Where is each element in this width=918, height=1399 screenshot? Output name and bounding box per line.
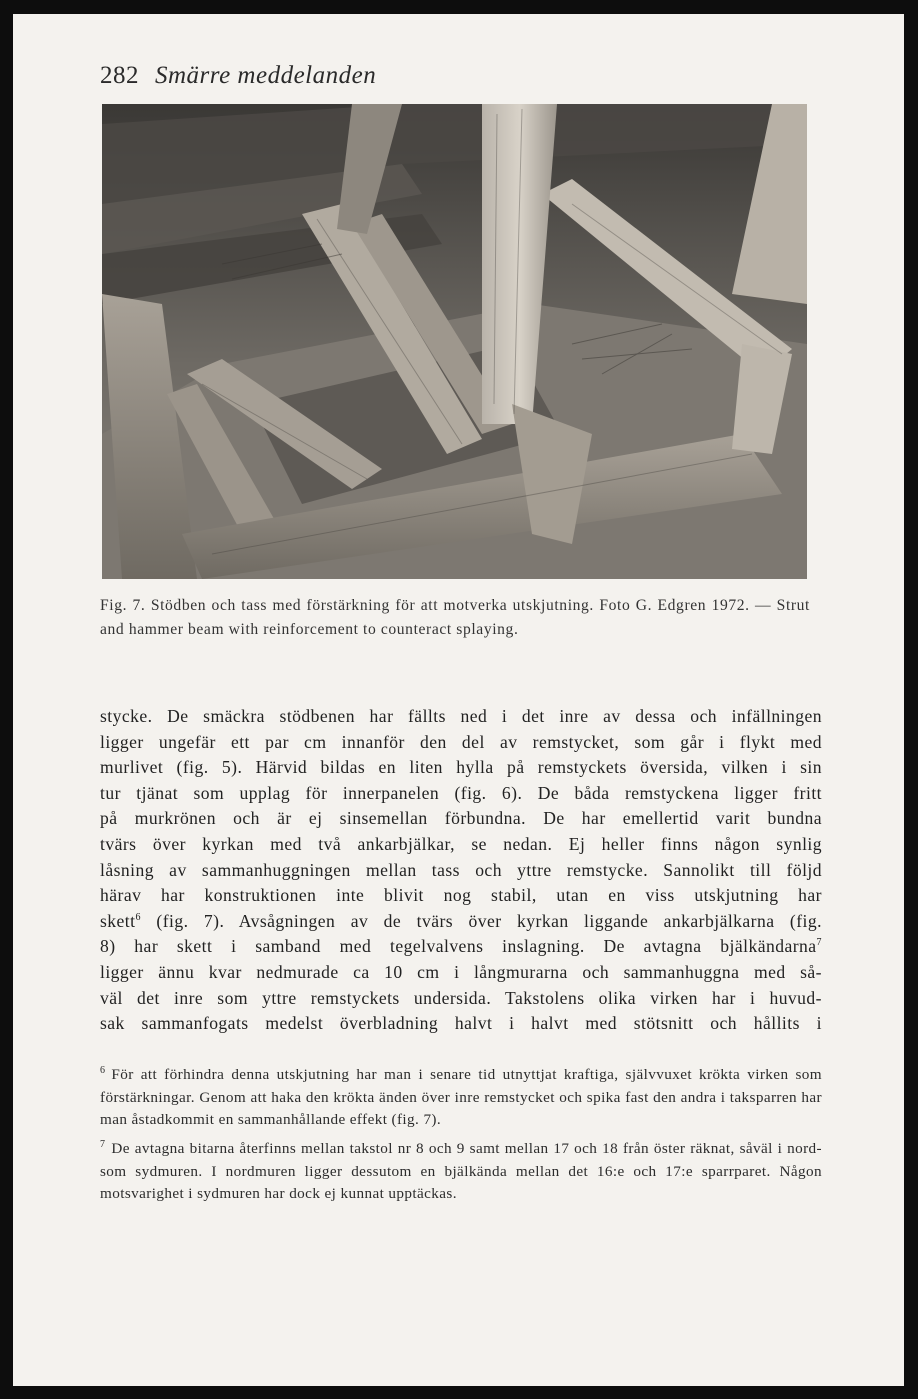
book-page <box>13 14 904 1386</box>
footnote-7 <box>100 1134 822 1206</box>
attic-timber-photo <box>102 104 807 579</box>
body-paragraph <box>100 704 822 1037</box>
text-line: tvärs över kyrkan med två ankarbjälkar, se nedan. Ej heller finns någon synlig <box>100 833 822 854</box>
text-line-with-footnote-ref <box>100 909 822 935</box>
footnotes <box>100 1060 822 1208</box>
text-fragment: skett <box>100 910 136 931</box>
text-line: låsning av sammanhuggningen mellan tass och yttre remstycke. Sannolikt till följd <box>100 859 822 880</box>
running-head <box>100 62 376 90</box>
page-number: 282 <box>100 62 139 89</box>
text-line: ligger ungefär ett par cm innanför den del av remstycket, som går i flykt med <box>100 731 822 752</box>
section-title: Smärre meddelanden <box>155 62 377 89</box>
footnote-ref: 6 <box>135 911 141 923</box>
footnote-6 <box>100 1060 822 1132</box>
footnote-text: För att förhindra denna utskjutning har man i senare tid utnyttjat kraftiga, självvuxet krökta virken som förstärkningar. Genom att haka den krökta änden över inre remstycket och spika fast den andra i taksparren har man åstadkommit en sammanhållande effekt (fig. 7). <box>100 1066 822 1129</box>
footnote-mark: 7 <box>100 1138 106 1150</box>
text-line: sak sammanfogats medelst överbladning halvt i halvt med stötsnitt och hållits i <box>100 1013 822 1034</box>
text-line: stycke. De smäckra stödbenen har fällts ned i det inre av dessa och infällningen <box>100 706 822 726</box>
text-line: tur tjänat som upplag för innerpanelen (fig. 6). De båda remstyckena ligger fritt <box>100 782 822 803</box>
text-line: härav har konstruktionen inte blivit nog stabil, utan en viss utskjutning har <box>100 885 822 906</box>
text-line: ligger ännu kvar nedmurade ca 10 cm i långmurarna och sammanhuggna med så- <box>100 961 822 982</box>
figure-photo <box>102 104 807 579</box>
text-line: på murkrönen och är ej sinsemellan förbundna. De har emellertid varit bundna <box>100 808 822 829</box>
text-line: murlivet (fig. 5). Härvid bildas en liten hylla på remstyckets översida, vilken i sin <box>100 757 822 778</box>
footnote-mark: 6 <box>100 1065 106 1076</box>
text-line-with-footnote-ref <box>100 934 822 960</box>
footnote-ref: 7 <box>816 937 822 949</box>
footnote-text: De avtagna bitarna återfinns mellan takstol nr 8 och 9 samt mellan 17 och 18 från öster räknat, såväl i nord- som sydmuren. I nordmuren ligger dessutom en bjälkända mellan det 16:e och 17:e sparrparet. Någon motsvarighet i sydmuren har dock ej kunnat upptäckas. <box>100 1139 822 1203</box>
text-fragment: (fig. 7). Avsågningen av de tvärs över kyrkan liggande ankarbjälkarna (fig. <box>156 910 822 931</box>
figure-caption: Fig. 7. Stödben och tass med förstärkning för att motverka utskjutning. Foto G. Edgren 1972. — Strut and hammer beam with reinforcement to counteract splaying. <box>100 597 810 638</box>
text-fragment: 8) har skett i samband med tegelvalvens inslagning. De avtagna bjälkändarna <box>100 936 817 957</box>
text-line: väl det inre som yttre remstyckets undersida. Takstolens olika virken har i huvud- <box>100 987 822 1008</box>
